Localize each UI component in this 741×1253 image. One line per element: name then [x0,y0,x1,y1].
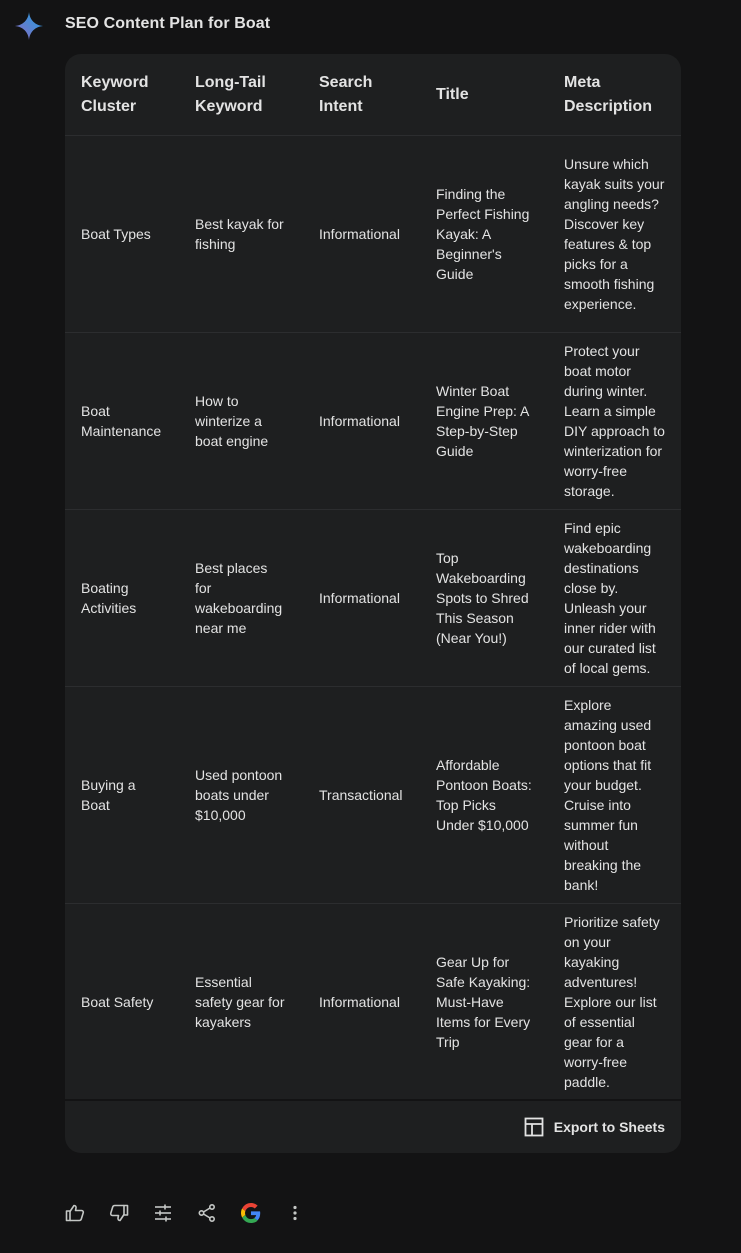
cell-cluster: Buying a Boat [65,686,179,903]
cell-intent: Informational [303,332,420,509]
cell-cluster: Boating Activities [65,509,179,686]
thumbs-down-icon [109,1203,129,1223]
cell-cluster: Boat Safety [65,903,179,1099]
table-footer [65,1101,681,1153]
thumbs-up-button[interactable] [65,1203,85,1223]
cell-keyword: Best places for wakeboarding near me [179,509,303,686]
share-icon [197,1203,217,1223]
cell-keyword: Best kayak for fishing [179,135,303,332]
seo-content-table [65,54,681,1099]
table-row [65,686,681,903]
gemini-sparkle-icon [13,10,45,42]
cell-meta: Prioritize safety on your kayaking adventures! Explore our list of essential gear for a worry-free paddle. [548,903,681,1099]
double-check-button[interactable] [241,1203,261,1223]
response-actions-bar [65,1200,329,1226]
modify-response-icon [153,1203,173,1223]
column-header: Title [436,86,469,104]
thumbs-up-icon [65,1203,85,1223]
column-header: Meta Description [564,74,653,116]
table-row [65,135,681,332]
cell-intent: Informational [303,509,420,686]
response-header [0,0,741,50]
column-header: Search Intent [319,74,373,116]
modify-response-button[interactable] [153,1203,173,1223]
cell-keyword: How to winterize a boat engine [179,332,303,509]
cell-intent: Informational [303,903,420,1099]
cell-title: Gear Up for Safe Kayaking: Must-Have Items for Every Trip [420,903,548,1099]
google-icon [241,1203,261,1223]
column-header: Keyword Cluster [81,74,149,116]
cell-meta: Unsure which kayak suits your angling needs? Discover key features & top picks for a smooth fishing experience. [548,135,681,332]
thumbs-down-button[interactable] [109,1203,129,1223]
more-options-icon [285,1203,305,1223]
column-header: Long-Tail Keyword [195,74,266,116]
table-row [65,509,681,686]
cell-title: Winter Boat Engine Prep: A Step-by-Step Guide [420,332,548,509]
cell-keyword: Essential safety gear for kayakers [179,903,303,1099]
share-button[interactable] [197,1203,217,1223]
table-scroll-area[interactable] [65,54,681,1099]
table-row [65,332,681,509]
cell-meta: Protect your boat motor during winter. Learn a simple DIY approach to winterization for worry-free storage. [548,332,681,509]
cell-keyword: Used pontoon boats under $10,000 [179,686,303,903]
more-options-button[interactable] [285,1203,305,1223]
table-grid-icon [524,1117,544,1137]
table-card [65,54,681,1153]
cell-intent: Informational [303,135,420,332]
export-to-sheets-button[interactable] [524,1115,665,1139]
cell-meta: Find epic wakeboarding destinations close by. Unleash your inner rider with our curated list of local gems. [548,509,681,686]
response-title: SEO Content Plan for Boat [65,15,271,32]
cell-title: Affordable Pontoon Boats: Top Picks Under $10,000 [420,686,548,903]
cell-title: Top Wakeboarding Spots to Shred This Season (Near You!) [420,509,548,686]
table-header-row [65,54,681,135]
cell-cluster: Boat Maintenance [65,332,179,509]
export-label: Export to Sheets [553,1119,665,1135]
cell-cluster: Boat Types [65,135,179,332]
cell-meta: Explore amazing used pontoon boat options that fit your budget. Cruise into summer fun without breaking the bank! [548,686,681,903]
cell-intent: Transactional [303,686,420,903]
cell-title: Finding the Perfect Fishing Kayak: A Beginner's Guide [420,135,548,332]
table-row [65,903,681,1099]
